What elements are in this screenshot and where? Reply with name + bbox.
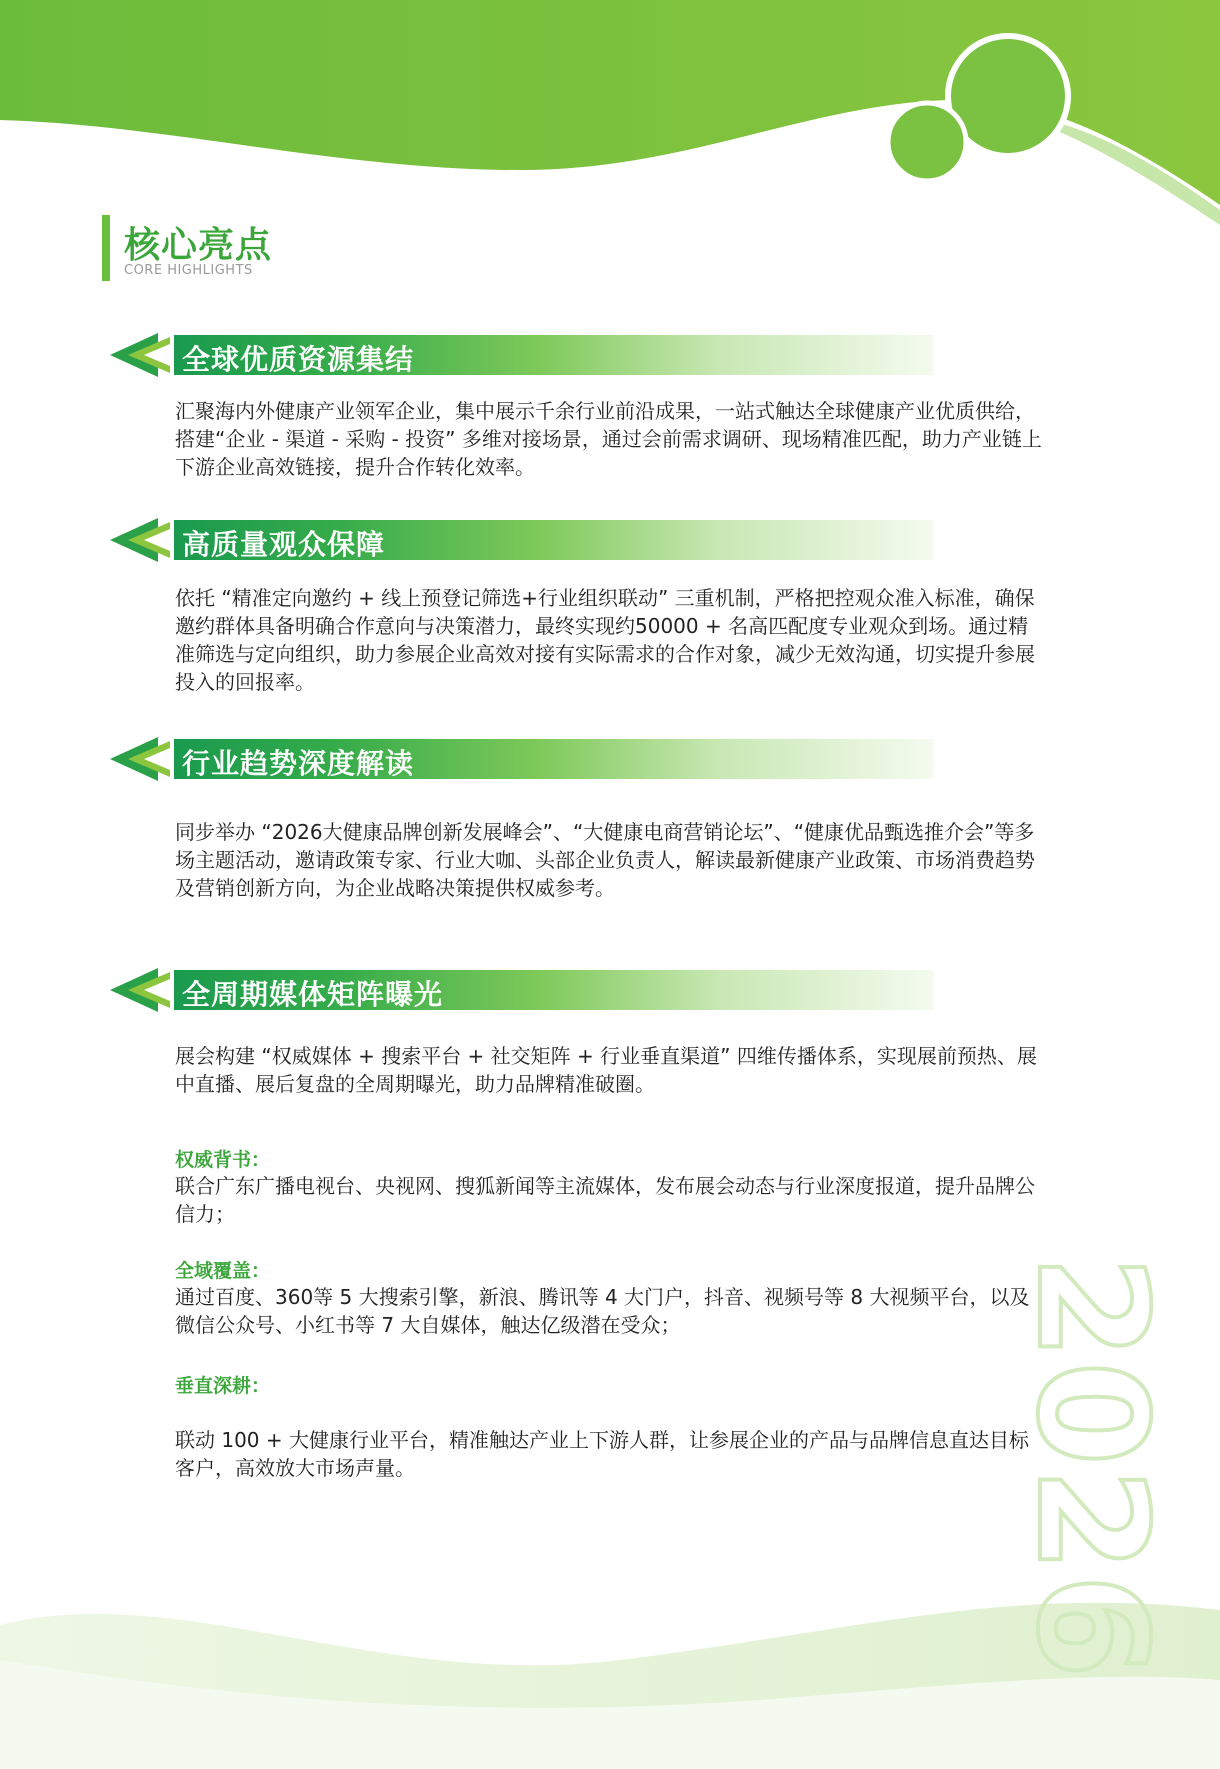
chevron-left-icon [110,518,172,562]
page-subtitle: CORE HIGHLIGHTS [124,263,253,278]
section-3-paragraph: 同步举办 “2026大健康品牌创新发展峰会”、“大健康电商营销论坛”、“健康优品甄选推介会”等多场主题活动，邀请政策专家、行业大咖、头部企业负责人，解读最新健康产业政策、市场消费趋势及营销创新方向，为企业战略决策提供权威参考。 [175,820,1035,900]
year-watermark: 2026 [1004,1255,1178,1681]
title-accent-bar [102,215,110,281]
decor-circle-small [888,103,966,181]
chevron-left-icon [110,737,172,781]
section-1-paragraph: 汇聚海内外健康产业领军企业，集中展示千余行业前沿成果，一站式触达全球健康产业优质供给，搭建“企业 - 渠道 - 采购 - 投资” 多维对接场景，通过会前需求调研、现场精准匹配，助力产业链上下游企业高效链接，提升合作转化效率。 [175,399,1042,479]
section-header-2 [110,518,935,562]
chevron-left-icon [110,968,172,1012]
item-label-coverage: 全域覆盖： [175,1260,271,1282]
item-text-vertical: 联动 100 + 大健康行业平台，精准触达产业上下游人群，让参展企业的产品与品牌信息直达目标客户，高效放大市场声量。 [175,1428,1030,1480]
section-2-paragraph: 依托 “精准定向邀约 + 线上预登记筛选+行业组织联动” 三重机制，严格把控观众准入标准，确保邀约群体具备明确合作意向与决策潜力，最终实现约50000 + 名高匹配度专业观众到场。通过精准筛选与定向组织，助力参展企业高效对接有实际需求的合作对象，减少无效沟通，切实提升参展投入的回报率。 [175,586,1035,694]
item-label-authority: 权威背书： [175,1149,271,1171]
section-title: 行业趋势深度解读 [182,747,415,780]
section-4-paragraph: 展会构建 “权威媒体 + 搜索平台 + 社交矩阵 + 行业垂直渠道” 四维传播体系，实现展前预热、展中直播、展后复盘的全周期曝光，助力品牌精准破圈。 [175,1044,1037,1096]
item-text-authority: 联合广东广播电视台、央视网、搜狐新闻等主流媒体，发布展会动态与行业深度报道，提升品牌公信力； [175,1174,1035,1226]
chevron-left-icon [110,333,172,377]
item-label-vertical: 垂直深耕： [175,1375,271,1397]
section-header-3 [110,737,935,781]
section-title: 全球优质资源集结 [182,343,415,376]
item-text-coverage: 通过百度、360等 5 大搜索引擎，新浪、腾讯等 4 大门户，抖音、视频号等 8 大视频平台，以及微信公众号、小红书等 7 大自媒体，触达亿级潜在受众； [175,1285,1030,1337]
section-title: 高质量观众保障 [182,528,386,561]
page-title: 核心亮点 [124,225,273,266]
section-header-1 [110,333,935,377]
section-title: 全周期媒体矩阵曝光 [182,978,444,1011]
section-header-4 [110,968,935,1012]
